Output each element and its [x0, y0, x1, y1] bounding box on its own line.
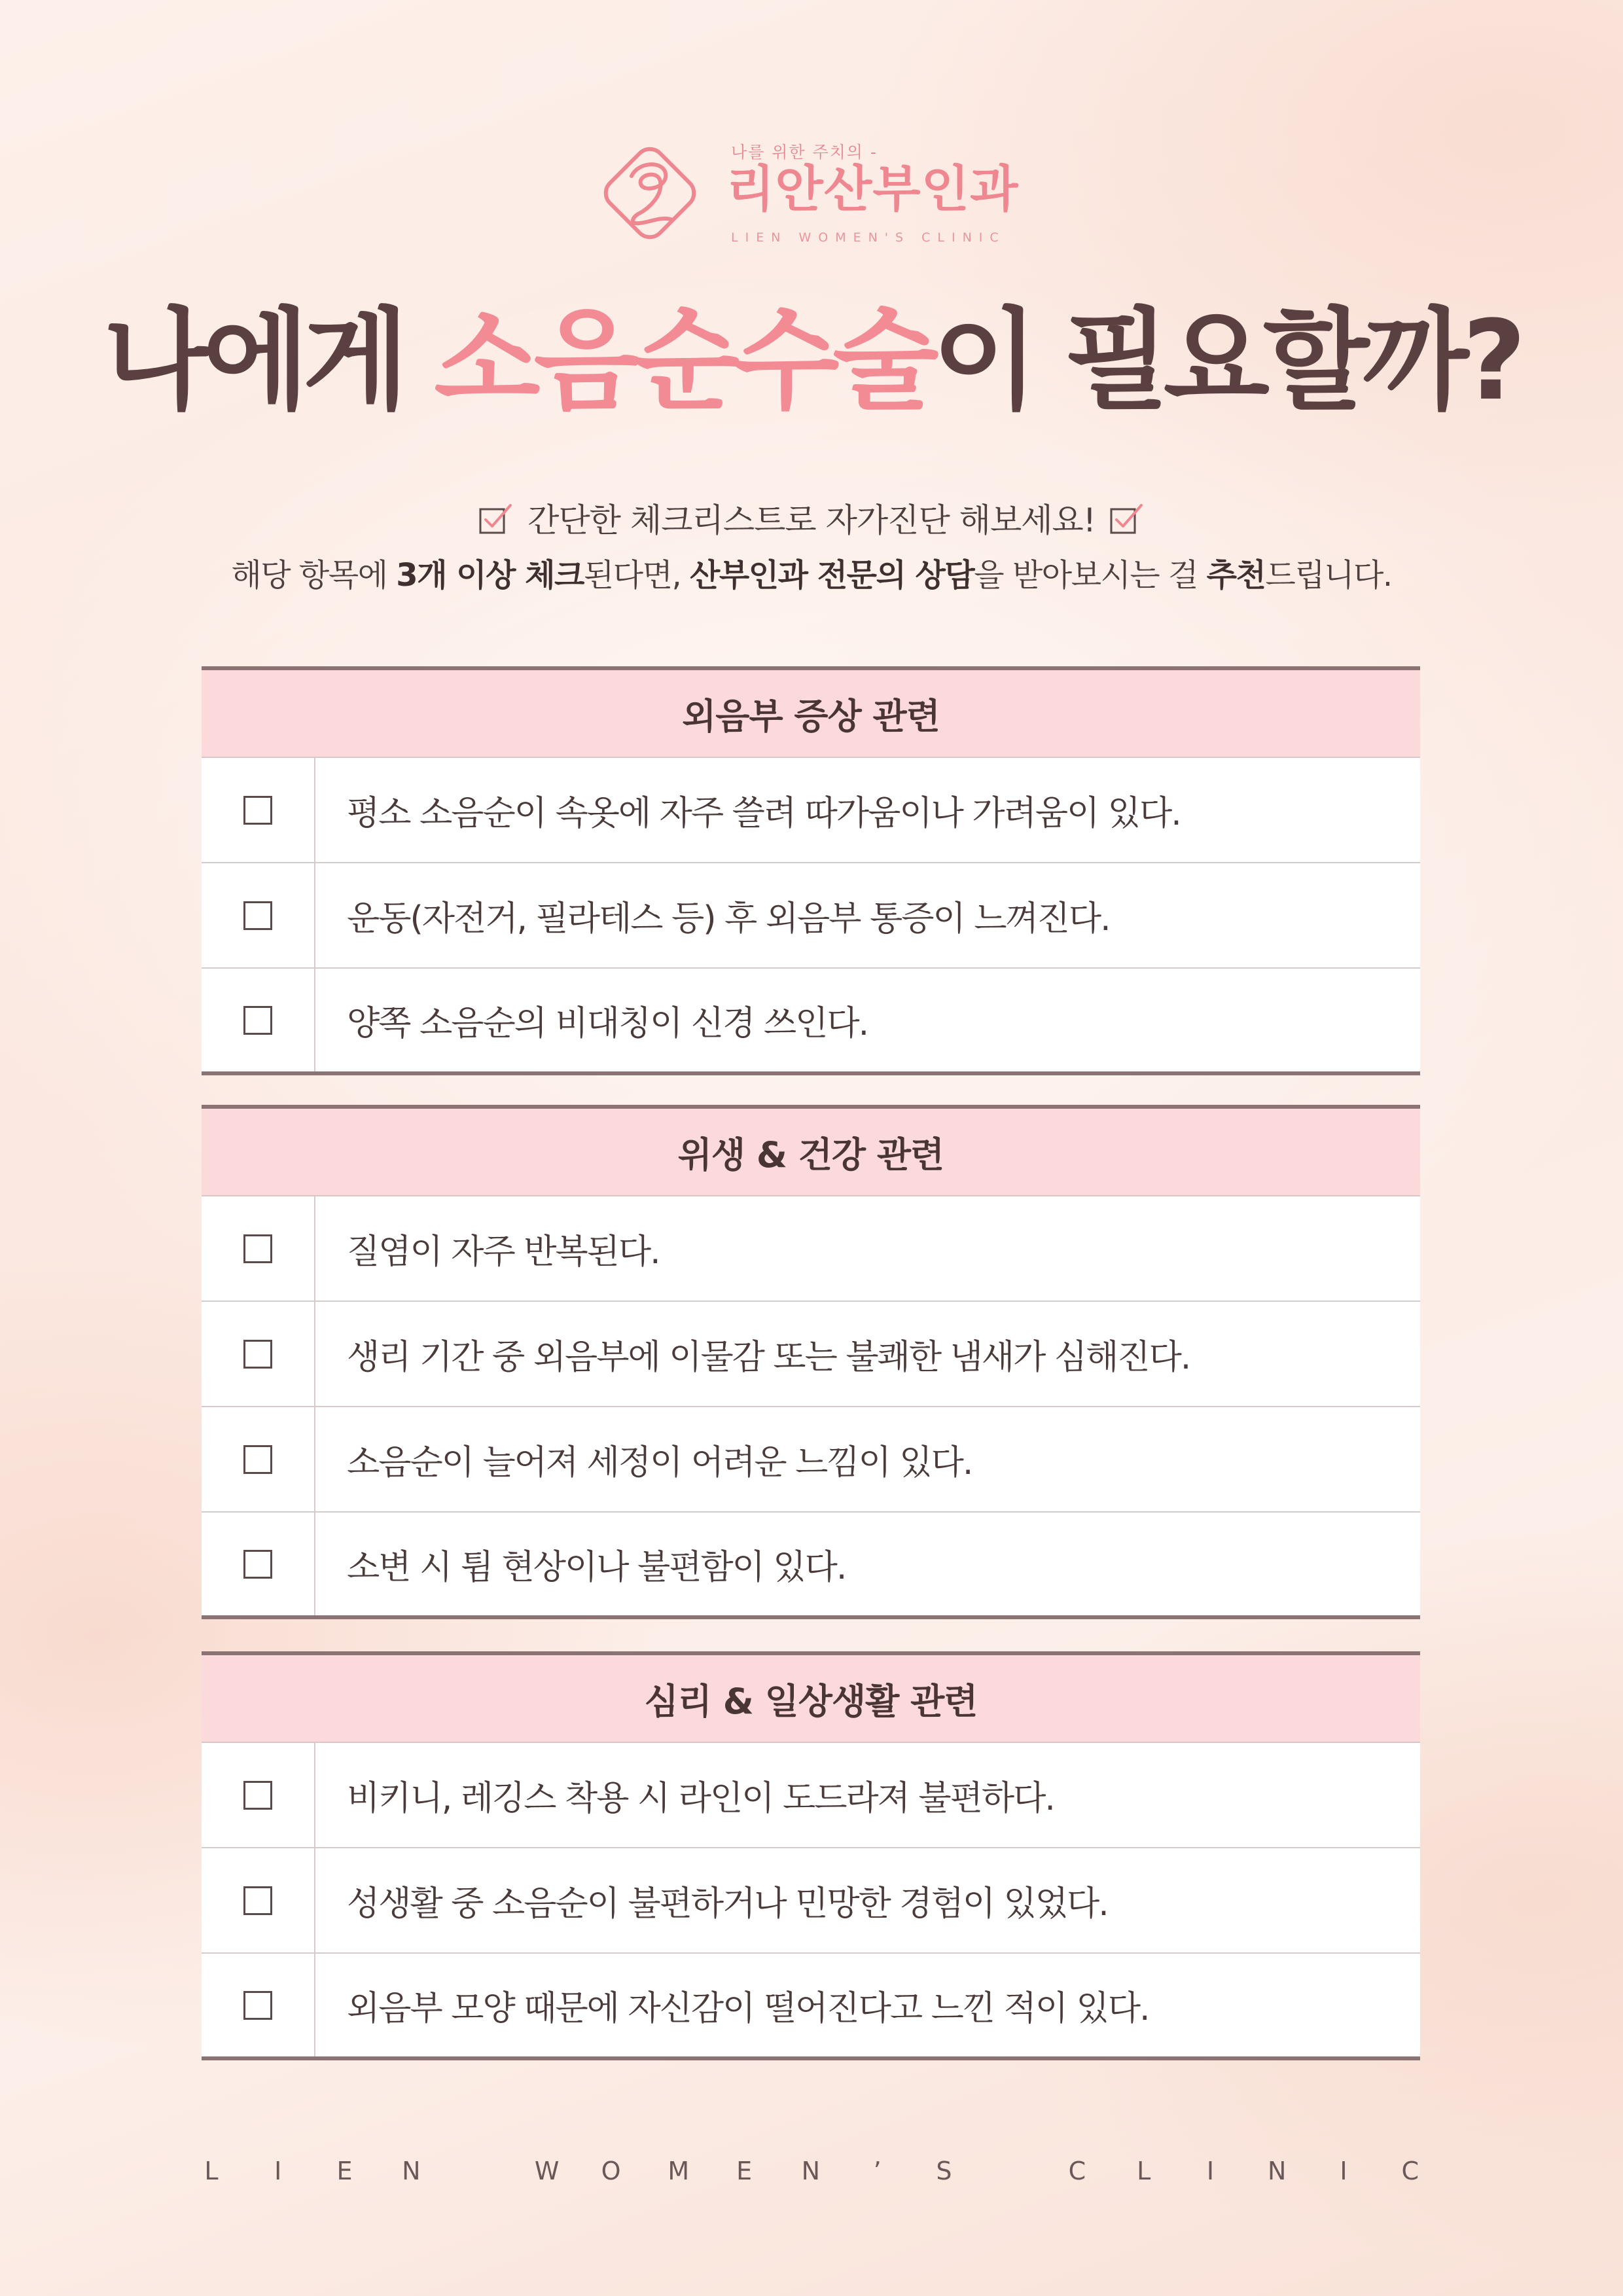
clinic-logo — [592, 134, 1037, 252]
checkbox[interactable] — [243, 1991, 272, 2020]
page-title — [0, 298, 1623, 424]
checkbox[interactable] — [243, 901, 272, 930]
checklist-row — [202, 1954, 1420, 2060]
footer-letter: W — [534, 2157, 560, 2185]
checklist-item-text: 소음순이 늘어져 세정이 어려운 느낌이 있다. — [347, 1443, 972, 1482]
checkbox[interactable] — [243, 1550, 272, 1579]
section-title: 심리 & 일상생활 관련 — [202, 1651, 1420, 1743]
checkbox-cell — [202, 1848, 315, 1952]
checklist-item-text: 비키니, 레깅스 착용 시 라인이 도드라져 불편하다. — [347, 1779, 1054, 1818]
title-part1: 나에게 — [103, 296, 435, 425]
checklist-item-text: 소변 시 튐 현상이나 불편함이 있다. — [347, 1548, 846, 1587]
checkbox[interactable] — [243, 1445, 272, 1474]
checkbox-cell — [202, 1513, 315, 1615]
checklist-item-text: 외음부 모양 때문에 자신감이 떨어진다고 느낀 적이 있다. — [347, 1989, 1149, 2028]
footer-letter: I — [1340, 2157, 1347, 2185]
checkbox-cell — [202, 969, 315, 1071]
footer-letter: S — [936, 2157, 952, 2185]
section-title: 위생 & 건강 관련 — [202, 1105, 1420, 1196]
intro-text: 드립니다. — [1265, 557, 1392, 594]
intro-line2 — [0, 550, 1623, 595]
checklist-item-text: 생리 기간 중 외음부에 이물감 또는 불쾌한 냄새가 심해진다. — [347, 1338, 1190, 1377]
footer-clinic-name — [202, 2157, 1420, 2185]
intro-bold: 3개 이상 체크 — [396, 557, 584, 594]
checklist-row — [202, 1302, 1420, 1407]
footer-letter: ’ — [873, 2157, 882, 2185]
checklist-item-text: 성생활 중 소음순이 불편하거나 민망한 경험이 있었다. — [347, 1884, 1108, 1924]
checkbox[interactable] — [243, 1781, 272, 1810]
intro-bold: 추천 — [1206, 557, 1266, 594]
checkbox-cell — [202, 1196, 315, 1300]
intro-text1: 간단한 체크리스트로 자가진단 해보세요! — [527, 501, 1096, 539]
checkbox-cell — [202, 1743, 315, 1847]
checkbox-cell — [202, 1954, 315, 2056]
logo-subtitle: LIEN WOMEN'S CLINIC — [731, 230, 1006, 245]
footer-letter: C — [1068, 2157, 1086, 2185]
checkbox-cell — [202, 758, 315, 862]
checklist-row — [202, 863, 1420, 969]
footer-letter: I — [1206, 2157, 1215, 2185]
checkbox[interactable] — [243, 796, 272, 825]
checkbox-cell — [202, 1302, 315, 1406]
checklist-row — [202, 969, 1420, 1075]
footer-letter: N — [1268, 2157, 1287, 2185]
checklist-row — [202, 1513, 1420, 1619]
logo-monogram-icon — [592, 135, 707, 251]
checklist-row — [202, 1743, 1420, 1848]
checklist-section-hygiene — [202, 1105, 1420, 1619]
checklist-row — [202, 1196, 1420, 1302]
checklist-row — [202, 1848, 1420, 1954]
checkbox[interactable] — [243, 1234, 272, 1263]
intro-line1 — [0, 494, 1623, 541]
title-part2: 이 필요할까? — [932, 296, 1520, 425]
intro-text: 된다면, — [583, 557, 690, 594]
checklist-row — [202, 1407, 1420, 1513]
intro-text: 을 받아보시는 걸 — [974, 557, 1207, 594]
footer-letter: M — [668, 2157, 690, 2185]
footer-letter: E — [336, 2157, 353, 2185]
checkbox-cell — [202, 863, 315, 967]
footer-letter: C — [1401, 2157, 1419, 2185]
checkbox[interactable] — [243, 1006, 272, 1035]
footer-letter: L — [204, 2157, 219, 2185]
footer-letter: E — [736, 2157, 753, 2185]
intro-bold: 산부인과 전문의 상담 — [690, 557, 974, 594]
title-highlight: 소음순수술 — [434, 296, 933, 425]
checkbox[interactable] — [243, 1340, 272, 1369]
checklist-row — [202, 758, 1420, 863]
check-mark-icon — [1110, 503, 1144, 535]
section-title: 외음부 증상 관련 — [202, 666, 1420, 758]
footer-letter: I — [274, 2157, 282, 2185]
checkbox-cell — [202, 1407, 315, 1511]
logo-name: 리안산부인과 — [726, 160, 1019, 218]
checklist-item-text: 평소 소음순이 속옷에 자주 쓸려 따가움이나 가려움이 있다. — [347, 794, 1181, 833]
footer-letter — [468, 2157, 488, 2185]
footer-letter: N — [402, 2157, 421, 2185]
checklist-section-daily-life — [202, 1651, 1420, 2060]
intro-text: 해당 항목에 — [231, 557, 397, 594]
checklist-section-symptoms — [202, 666, 1420, 1075]
checklist-item-text: 질염이 자주 반복된다. — [347, 1232, 660, 1272]
checkbox[interactable] — [243, 1886, 272, 1915]
checklist-item-text: 양쪽 소음순의 비대칭이 신경 쓰인다. — [347, 1004, 868, 1043]
footer-letter: O — [601, 2157, 621, 2185]
check-mark-icon — [479, 503, 513, 535]
footer-letter: L — [1137, 2157, 1151, 2185]
footer-letter — [1001, 2157, 1020, 2185]
checklist-item-text: 운동(자전거, 필라테스 등) 후 외음부 통증이 느껴진다. — [347, 899, 1110, 939]
footer-letter: N — [801, 2157, 821, 2185]
logo-tagline: 나를 위한 주치의 - — [731, 143, 878, 162]
